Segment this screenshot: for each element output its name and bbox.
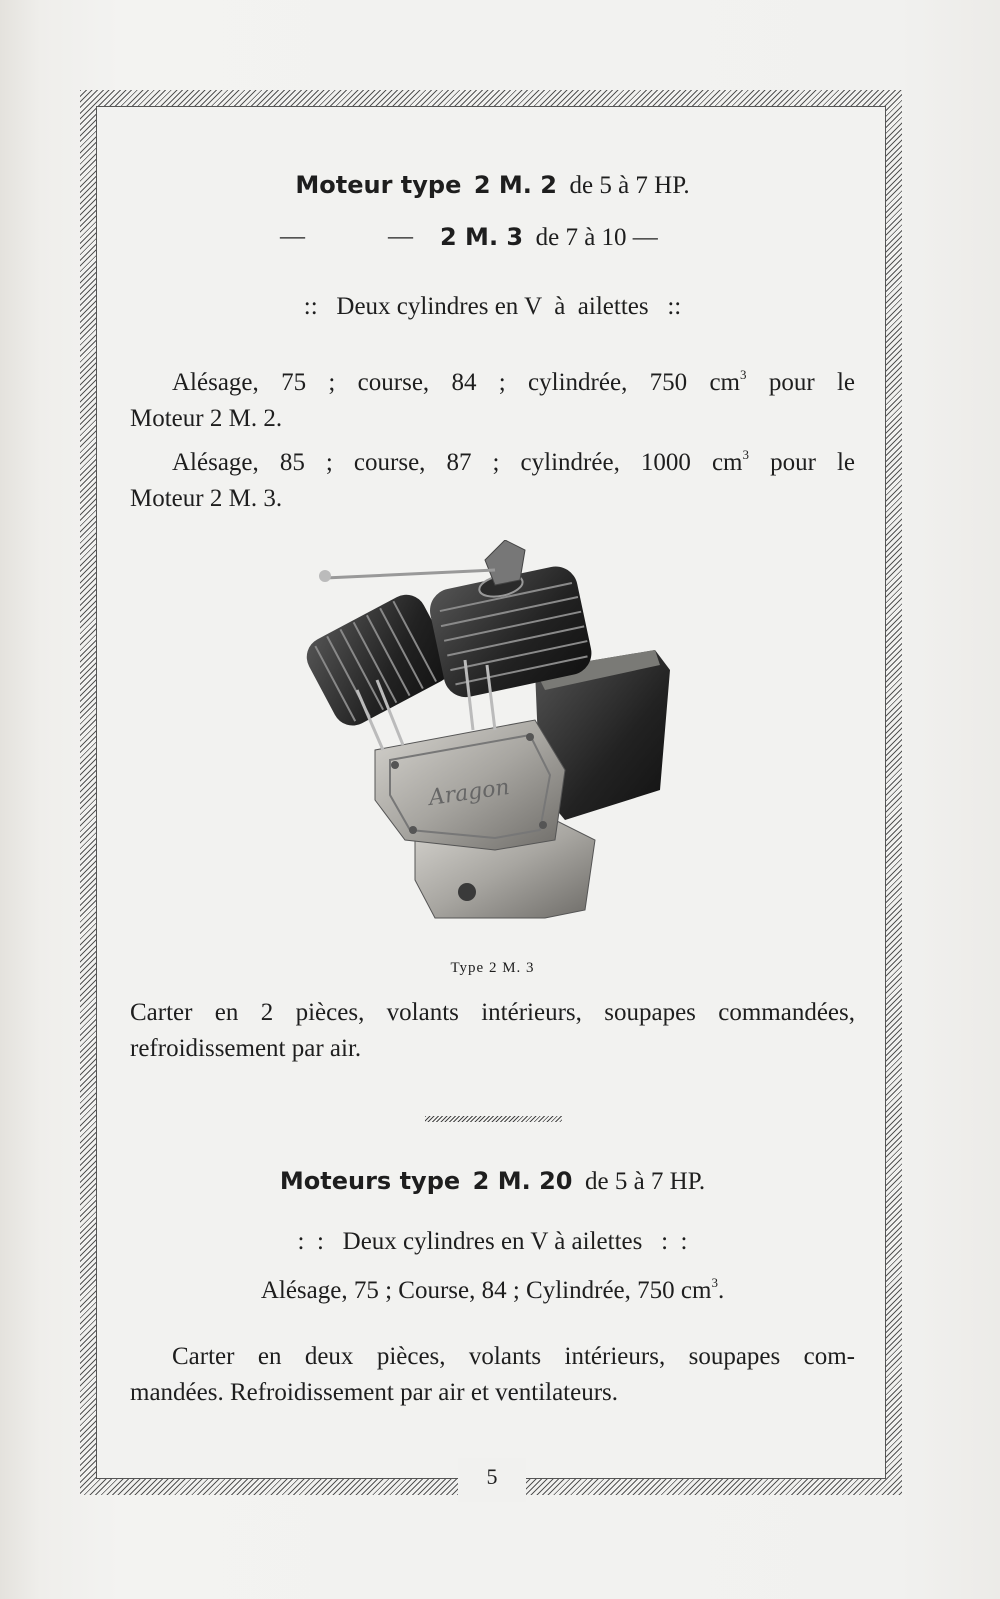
section2-title-line [130,1166,855,1197]
section2-spec-end: . [717,1277,725,1304]
section1-model1: 2 M. 2 [473,171,557,199]
spec2-text-end: pour le [749,449,856,476]
section1-spec2-line2: Moteur 2 M. 3. [130,485,283,512]
section1-subtitle: :: Deux cylindres en V à ailettes :: [303,293,682,320]
engine-logo: Aragon [427,774,512,811]
section1-spec1-line2: Moteur 2 M. 2. [130,405,283,432]
spec1-text: Alésage, 75 ; course, 84 ; cylindrée, 750 cm [172,369,740,396]
section1-title-prefix: Moteur type [295,171,462,199]
spec1-text-end: pour le [746,369,856,396]
section2-spec-superscript: 3 [711,1275,718,1290]
section2-subtitle: : : Deux cylindres en V à ailettes : : [297,1228,688,1255]
page-number: 5 [486,1464,498,1489]
figure-caption: Type 2 M. 3 [450,960,535,976]
spec1-superscript: 3 [740,367,747,382]
spec2-superscript: 3 [742,447,749,462]
section2-spec-text: Alésage, 75 ; Course, 84 ; Cylindrée, 750 cm [260,1277,712,1304]
section1-dash-b: — [388,223,413,250]
engine-photo-illustration [295,540,695,940]
section1-title-line [130,170,855,201]
section1-model2: 2 M. 3 [440,223,524,251]
section1-spec2-line1 [130,448,855,478]
section1-model1-range: de 5 à 7 HP. [569,172,690,199]
section2-title-prefix: Moteurs type [279,1167,461,1195]
section2-desc-line1: Carter en deux pièces, volants intérieurs, soupapes com- [172,1343,855,1370]
section2-model-range: de 5 à 7 HP. [584,1168,706,1195]
section2-spec [130,1276,855,1306]
section1-desc-line2: refroidissement par air. [130,1035,362,1062]
spec2-text: Alésage, 85 ; course, 87 ; cylindrée, 1000 cm [172,449,743,476]
section-separator [425,1116,562,1122]
section1-spec1-line1 [130,368,855,398]
section2-desc-line2: mandées. Refroidissement par air et ventilateurs. [130,1379,619,1406]
section1-model2-range: de 7 à 10 — [535,224,658,251]
section2-model: 2 M. 20 [472,1167,573,1195]
section1-desc-line1: Carter en 2 pièces, volants intérieurs, soupapes commandées, [130,999,855,1026]
section1-dash-a: — [280,223,305,250]
